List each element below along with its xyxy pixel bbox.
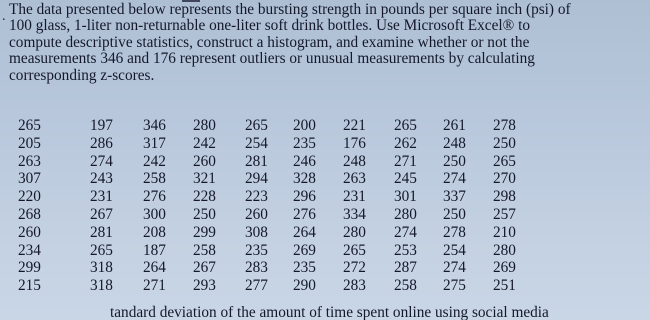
data-value: 281 [245,152,268,170]
data-value: 258 [193,241,216,259]
data-value: 176 [343,134,366,152]
data-value: 283 [245,259,268,277]
data-value: 258 [143,170,166,188]
data-value: 328 [293,170,316,188]
data-value: 299 [193,223,216,241]
data-value: 276 [143,188,166,206]
data-value: 253 [394,241,417,259]
data-value: 318 [90,277,113,295]
data-value: 220 [18,188,41,206]
data-value: 296 [293,188,316,206]
data-value: 228 [193,188,216,206]
data-value: 221 [343,117,366,134]
data-value: 265 [394,117,417,134]
data-value: 301 [394,188,417,206]
data-value: 260 [245,205,268,223]
data-value: 254 [443,241,466,259]
data-value: 265 [493,152,516,170]
data-value: 235 [245,241,268,259]
data-value: 231 [343,188,366,206]
data-value: 274 [90,152,113,170]
data-value: 308 [245,223,268,241]
data-row [8,170,548,188]
data-value: 268 [18,205,41,223]
data-value: 274 [443,259,466,277]
data-value: 264 [143,259,166,277]
data-row [8,277,548,295]
data-value: 248 [443,134,466,152]
data-value: 269 [293,241,316,259]
data-value: 243 [90,170,113,188]
problem-line: measurements 346 and 176 represent outliers or unusual measurements by calculating [9,50,535,68]
data-value: 272 [343,259,366,277]
data-value: 346 [143,117,166,134]
data-value: 246 [293,152,316,170]
data-value: 250 [193,205,216,223]
data-value: 250 [443,152,466,170]
data-value: 235 [293,259,316,277]
data-value: 263 [343,170,366,188]
data-value: 210 [493,223,516,241]
data-value: 286 [90,134,113,152]
problem-line: 100 glass, 1-liter non-returnable one-liter soft drink bottles. Use Microsoft Excel® to [9,17,530,35]
data-value: 250 [443,205,466,223]
data-value: 260 [193,152,216,170]
data-row [8,242,548,260]
data-value: 299 [18,259,41,277]
data-value: 271 [143,277,166,295]
data-value: 250 [493,134,516,152]
data-value: 265 [343,241,366,259]
next-item-text: tandard deviation of the amount of time spent online using social media [110,304,549,320]
data-value: 298 [493,188,516,206]
data-value: 187 [143,241,166,259]
data-value: 270 [493,170,516,188]
data-row [8,153,548,171]
data-value: 276 [293,205,316,223]
data-value: 261 [443,117,466,134]
data-value: 267 [193,259,216,277]
data-value: 208 [143,223,166,241]
data-value: 251 [493,277,516,295]
data-value: 287 [394,259,417,277]
data-value: 231 [90,188,113,206]
data-value: 294 [245,170,268,188]
data-value: 262 [394,134,417,152]
data-value: 258 [394,277,417,295]
data-row [8,188,548,206]
data-value: 290 [293,277,316,295]
problem-line: corresponding z-scores. [9,66,155,84]
item-bullet: . [2,9,6,24]
data-row [8,117,548,135]
data-value: 265 [18,117,41,134]
data-value: 334 [343,205,366,223]
data-value: 300 [143,205,166,223]
data-value: 280 [343,223,366,241]
data-value: 197 [90,117,113,134]
data-value: 254 [245,134,268,152]
data-value: 337 [443,188,466,206]
data-value: 274 [394,223,417,241]
bursting-strength-data-table [8,117,548,295]
data-row [8,259,548,277]
problem-line: The data presented below represents the bursting strength in pounds per square inch (psi) of [9,1,571,18]
data-value: 265 [90,241,113,259]
data-row [8,224,548,242]
data-value: 278 [493,117,516,134]
data-value: 264 [293,223,316,241]
data-value: 215 [18,277,41,295]
data-value: 257 [493,205,516,223]
data-row [8,206,548,224]
data-value: 307 [18,170,41,188]
data-row [8,135,548,153]
data-value: 200 [293,117,316,134]
data-value: 274 [443,170,466,188]
data-value: 267 [90,205,113,223]
data-value: 281 [90,223,113,241]
data-value: 280 [493,241,516,259]
data-value: 263 [18,152,41,170]
data-value: 235 [293,134,316,152]
data-value: 321 [193,170,216,188]
data-value: 265 [245,117,268,134]
data-value: 280 [193,117,216,134]
data-value: 293 [193,277,216,295]
data-value: 245 [394,170,417,188]
problem-statement [9,2,650,84]
data-value: 234 [18,241,41,259]
data-value: 275 [443,277,466,295]
data-value: 242 [143,152,166,170]
data-value: 317 [143,134,166,152]
data-value: 280 [394,205,417,223]
data-value: 277 [245,277,268,295]
data-value: 260 [18,223,41,241]
data-value: 283 [343,277,366,295]
data-value: 318 [90,259,113,277]
data-value: 242 [193,134,216,152]
data-value: 205 [18,134,41,152]
data-value: 271 [394,152,417,170]
problem-line: compute descriptive statistics, construct a histogram, and examine whether or not the [9,33,530,51]
data-value: 223 [245,188,268,206]
data-value: 248 [343,152,366,170]
data-value: 278 [443,223,466,241]
data-value: 269 [493,259,516,277]
